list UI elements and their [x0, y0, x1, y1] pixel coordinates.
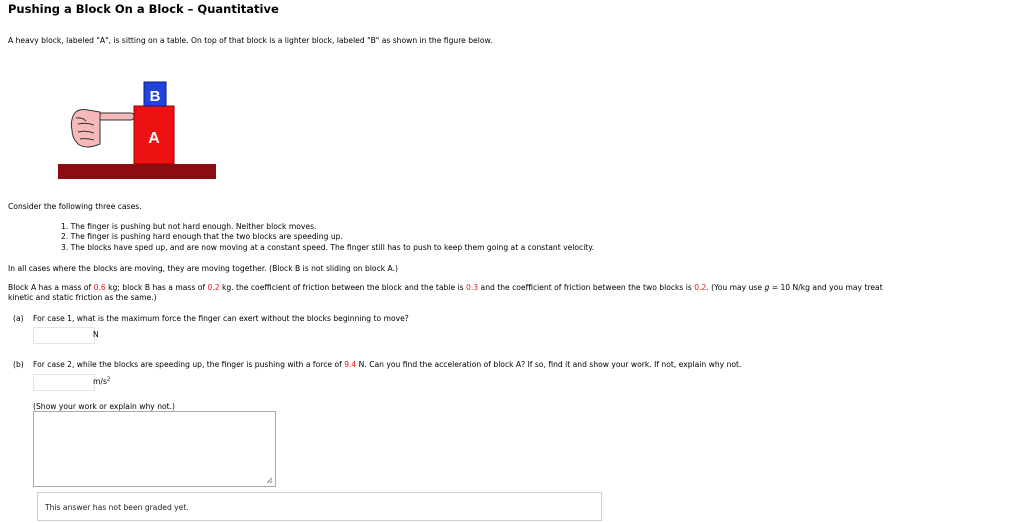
mu-blocks-value: 0.2	[694, 283, 707, 292]
table-surface	[58, 164, 216, 179]
given-text: kg; block B has a mass of	[105, 283, 208, 292]
part-b-question	[33, 360, 741, 370]
work-label: (Show your work or explain why not.)	[33, 402, 176, 411]
cases-intro: Consider the following three cases.	[8, 202, 142, 211]
mass-b-value: 0.2	[207, 283, 220, 292]
block-b-label: B	[149, 88, 161, 105]
case-item	[61, 243, 594, 253]
unit-text: m/s	[93, 377, 107, 386]
part-a-label: (a)	[13, 314, 24, 323]
resize-grip-icon[interactable]	[266, 477, 273, 484]
given-text: = 10 N/kg and you may treat	[769, 283, 883, 292]
together-note: In all cases where the blocks are moving, they are moving together. (Block B is not sliding on block A.)	[8, 264, 398, 273]
part-a-unit: N	[93, 330, 99, 339]
case-item	[61, 232, 343, 242]
case-number: 3.	[61, 243, 69, 252]
part-a-answer-input[interactable]	[33, 327, 95, 344]
given-text: Block A has a mass of	[8, 283, 94, 292]
mass-a-value: 0.6	[93, 283, 106, 292]
case-item	[61, 222, 316, 232]
given-text: kg. the coefficient of friction between the block and the table is	[219, 283, 467, 292]
block-figure	[50, 74, 230, 184]
force-value: 9.4	[344, 360, 357, 369]
given-values-line2: kinetic and static friction as the same.)	[8, 293, 157, 302]
block-a-label: A	[148, 130, 160, 147]
given-text: and the coefficient of friction between the two blocks is	[478, 283, 695, 292]
question-text: For case 2, while the blocks are speeding up, the finger is pushing with a force of	[33, 360, 345, 369]
case-number: 1.	[61, 222, 69, 231]
case-text: The finger is pushing but not hard enough. Neither block moves.	[70, 222, 317, 231]
g-symbol: g	[764, 283, 770, 292]
work-textarea[interactable]	[33, 411, 276, 487]
mu-table-value: 0.3	[466, 283, 479, 292]
case-text: The blocks have sped up, and are now moving at a constant speed. The finger still has to push to keep them going at a constant velocity.	[70, 243, 595, 252]
case-text: The finger is pushing hard enough that the two blocks are speeding up.	[70, 232, 343, 241]
part-b-label: (b)	[13, 360, 24, 369]
case-number: 2.	[61, 232, 69, 241]
part-b-answer-input[interactable]	[33, 374, 95, 391]
pointing-hand-icon	[71, 110, 134, 148]
part-b-unit	[93, 377, 110, 386]
question-text: N. Can you find the acceleration of block A? If so, find it and show your work. If not, explain why not.	[356, 360, 742, 369]
intro-text: A heavy block, labeled "A", is sitting on a table. On top of that block is a lighter block, labeled "B" as shown in the figure below.	[8, 36, 493, 45]
grading-status-text: This answer has not been graded yet.	[45, 503, 189, 512]
unit-exponent: 2	[106, 376, 111, 383]
figure-svg	[50, 74, 230, 184]
grading-status-box	[37, 492, 602, 521]
part-a-question: For case 1, what is the maximum force the finger can exert without the blocks beginning to move?	[33, 314, 409, 323]
page-title: Pushing a Block On a Block – Quantitative	[8, 2, 279, 16]
given-text: . (You may use	[706, 283, 765, 292]
given-values	[8, 283, 883, 293]
